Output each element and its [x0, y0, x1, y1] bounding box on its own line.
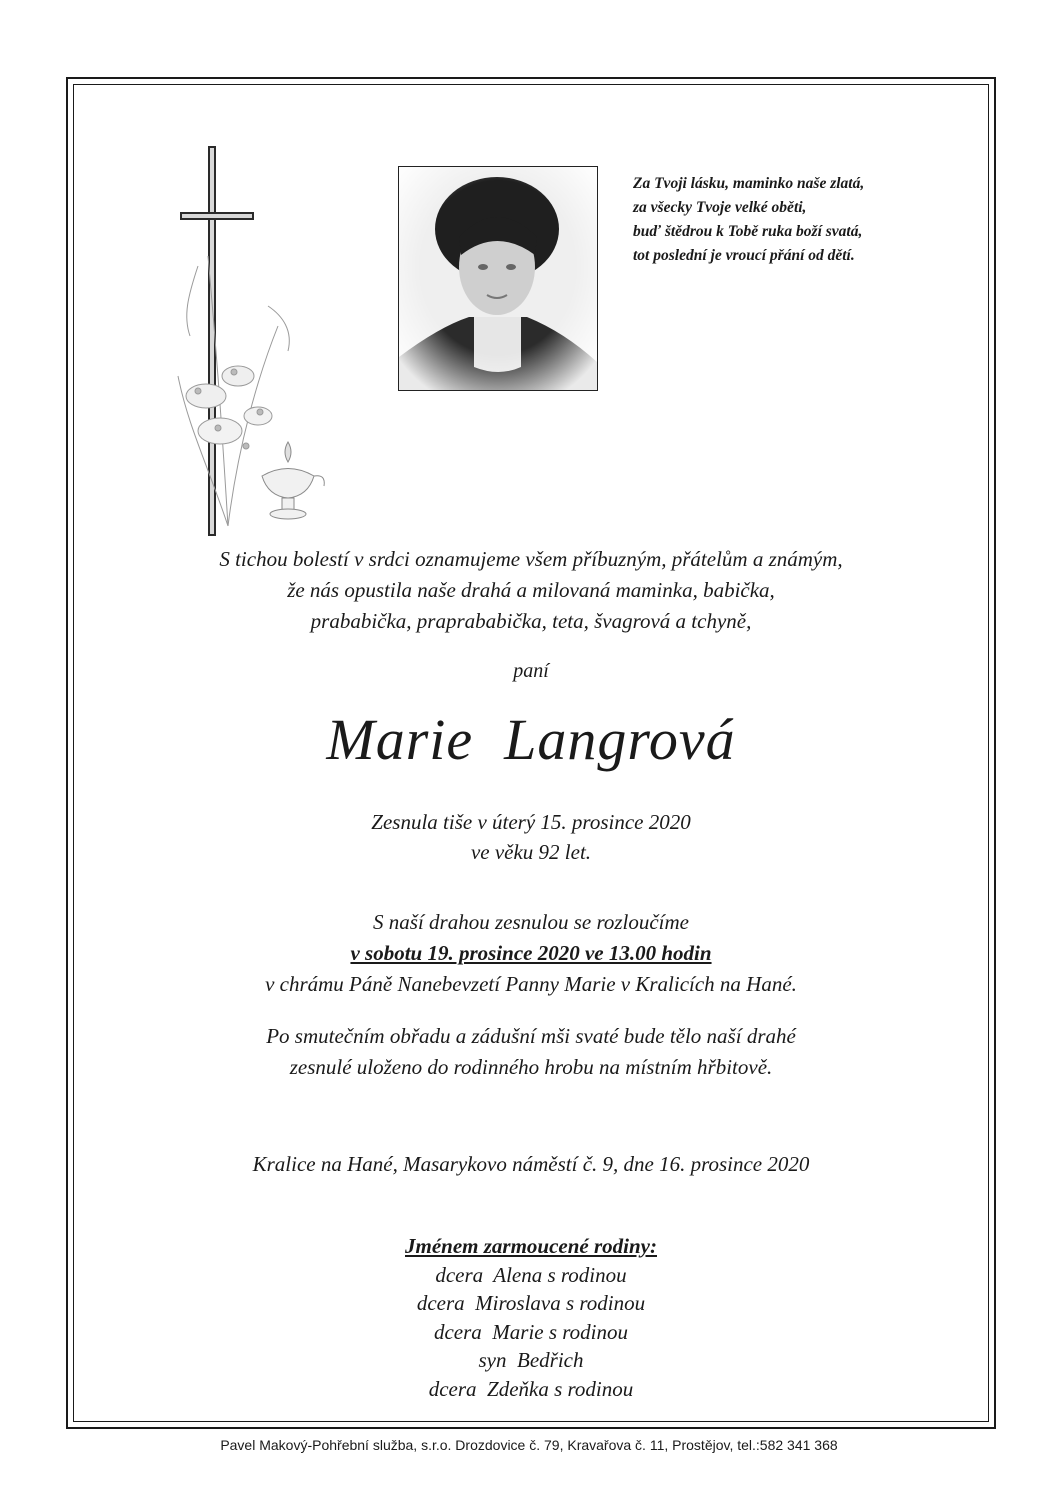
family-heading: Jménem zarmoucené rodiny: — [405, 1234, 657, 1258]
poem-line: za všecky Tvoje velké oběti, — [633, 199, 807, 216]
announcement-text — [73, 544, 989, 637]
funeral-location: v chrámu Páně Nanebevzetí Panny Marie v Kralicích na Hané. — [265, 972, 797, 996]
portrait-image — [399, 167, 597, 390]
funeral-datetime: v sobotu 19. prosince 2020 ve 13.00 hodin — [350, 941, 712, 965]
burial-line: Po smutečním obřadu a zádušní mši svaté bude tělo naší drahé — [266, 1024, 796, 1048]
funeral-info — [73, 907, 989, 1000]
cross-with-flowers-decoration — [168, 146, 338, 538]
poem — [633, 172, 973, 268]
poem-line: tot poslední je vroucí přání od dětí. — [633, 247, 855, 264]
funeral-service-footer: Pavel Makový-Pohřební služba, s.r.o. Drozdovice č. 79, Kravařova č. 11, Prostějov, tel.:582 341 368 — [220, 1437, 838, 1453]
announcement-line: prababička, praprababička, teta, švagrová a tchyně, — [310, 609, 752, 633]
salutation: paní — [513, 660, 549, 682]
death-date: Zesnula tiše v úterý 15. prosince 2020 — [371, 810, 691, 834]
family-section — [73, 1232, 989, 1403]
death-age: ve věku 92 let. — [470, 840, 592, 864]
family-member: syn Bedřich — [478, 1348, 584, 1372]
portrait-photo — [398, 166, 598, 391]
poem-line: buď štědrou k Tobě ruka boží svatá, — [633, 223, 863, 240]
death-info — [73, 807, 989, 867]
place-and-date: Kralice na Hané, Masarykovo náměstí č. 9, dne 16. prosince 2020 — [252, 1152, 810, 1176]
burial-info — [73, 1021, 989, 1083]
announcement-line: že nás opustila naše drahá a milovaná maminka, babička, — [287, 578, 775, 602]
poem-line: Za Tvoji lásku, maminko naše zlatá, — [633, 175, 865, 192]
family-member: dcera Zdeňka s rodinou — [428, 1376, 634, 1401]
family-member: dcera Miroslava s rodinou — [416, 1291, 646, 1315]
cross-icon — [180, 146, 254, 536]
family-member: dcera Marie s rodinou — [433, 1319, 629, 1344]
announcement-line: S tichou bolestí v srdci oznamujeme všem příbuzným, přátelům a známým, — [219, 547, 843, 571]
deceased-name: Marie Langrová — [326, 707, 736, 772]
funeral-intro: S naší drahou zesnulou se rozloučíme — [373, 910, 689, 934]
family-member: dcera Alena s rodinou — [435, 1262, 627, 1287]
burial-line: zesnulé uloženo do rodinného hrobu na místním hřbitově. — [289, 1055, 773, 1079]
oil-lamp-icon — [262, 442, 324, 519]
